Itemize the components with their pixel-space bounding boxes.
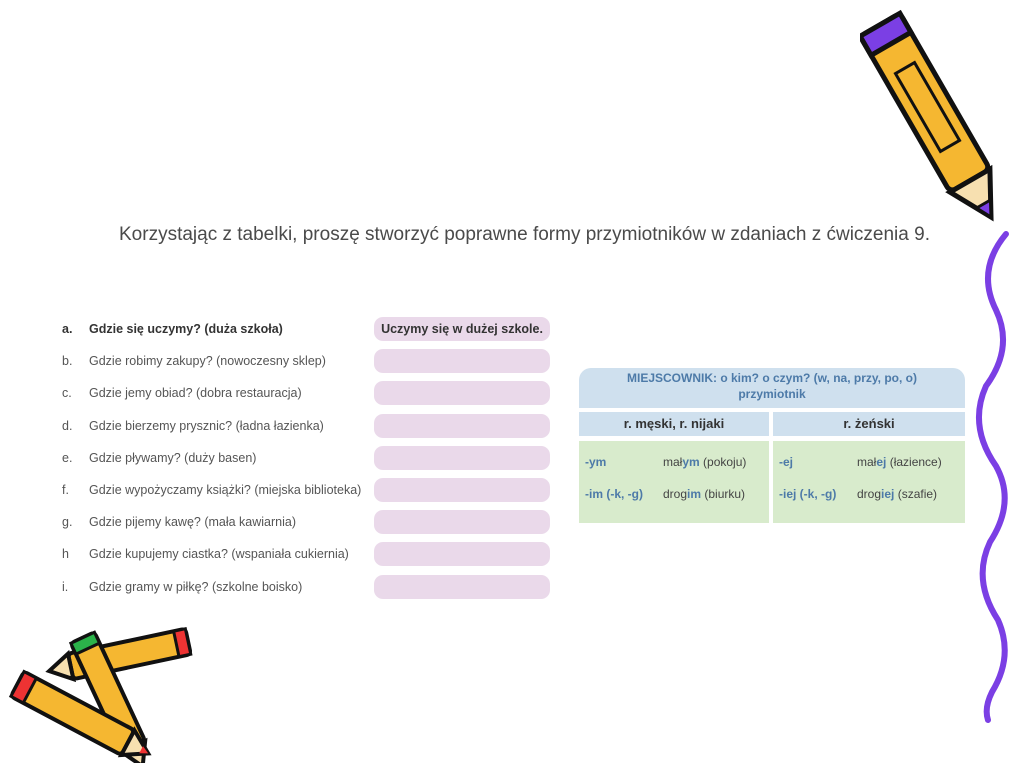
table-column-headers [579,412,965,436]
pencil-icon [860,0,1010,245]
exercise-question: Gdzie robimy zakupy? (nowoczesny sklep) [89,354,326,369]
answer-field[interactable] [374,575,550,599]
exercise-row [62,445,562,477]
example-noun: (szafie) [894,487,938,501]
instruction-text: Korzystając z tabelki, proszę stworzyć poprawne formy przymiotników w zdaniach z ćwiczenia 9. [119,224,930,245]
exercise-question: Gdzie wypożyczamy książki? (miejska biblioteka) [89,482,362,497]
ending-label: -im (-k, -g) [585,487,643,501]
exercise-letter: d. [62,418,73,433]
exercise-question: Gdzie bierzemy prysznic? (ładna łazienka) [89,418,324,433]
exercise-row [62,509,562,541]
answer-field[interactable] [374,542,550,566]
crossed-pencils-icon [0,618,205,763]
table-line [779,455,793,469]
answer-field[interactable] [374,510,550,534]
exercise-letter: h [62,547,69,562]
example-stem: mał [857,455,877,469]
table-cell-masc [579,441,769,523]
exercise-question: Gdzie kupujemy ciastka? (wspaniała cukiernia) [89,547,349,562]
example-noun: (pokoju) [699,455,747,469]
column-header-fem: r. żeński [773,412,965,436]
exercise-question: Gdzie jemy obiad? (dobra restauracja) [89,386,302,401]
exercise-row [62,574,562,606]
exercise-question: Gdzie pływamy? (duży basen) [89,450,257,465]
table-example [663,487,745,501]
table-example [663,455,746,469]
table-example [857,455,942,469]
example-suffix: im [687,487,702,501]
exercise-letter: i. [62,579,69,594]
exercise-letter: a. [62,322,73,336]
table-body [579,441,965,523]
exercise-row [62,477,562,509]
example-stem: mał [663,455,683,469]
answer-field[interactable] [374,478,550,502]
example-stem: drog [663,487,688,501]
example-noun: (biurku) [701,487,746,501]
ending-label: -ej [779,455,794,469]
answer-field[interactable] [374,381,550,405]
exercise-question: Gdzie się uczymy? (duża szkoła) [89,322,283,336]
exercise-letter: e. [62,450,73,465]
example-suffix: ym [682,455,700,469]
exercise-row [62,316,562,348]
table-title: MIEJSCOWNIK: o kim? o czym? (w, na, przy, po, o) [626,371,917,385]
table-line [779,487,836,501]
grammar-table [579,368,965,523]
answer-field[interactable] [374,446,550,470]
exercise-letter: g. [62,515,73,530]
table-header [579,368,965,408]
exercise-row [62,348,562,380]
answer-field[interactable] [374,349,550,373]
table-cell-fem [773,441,965,523]
exercise-row [62,541,562,573]
wavy-line [970,230,1024,725]
table-subtitle: przymiotnik [738,387,806,401]
table-line [585,455,606,469]
example-noun: (łazience) [886,455,942,469]
ending-label: -iej (-k, -g) [779,487,837,501]
exercise-letter: f. [62,482,69,497]
example-suffix: iej [881,487,895,501]
answer-field[interactable] [374,414,550,438]
exercise-question: Gdzie gramy w piłkę? (szkolne boisko) [89,579,303,594]
example-suffix: ej [876,455,887,469]
exercise-row [62,413,562,445]
example-stem: drog [857,487,882,501]
exercise-row [62,380,562,412]
table-example [857,487,937,501]
exercise-letter: c. [62,386,72,401]
exercise-list [62,316,562,606]
exercise-question: Gdzie pijemy kawę? (mała kawiarnia) [89,515,297,530]
answer-field[interactable]: Uczymy się w dużej szkole. [374,317,550,341]
column-header-masc: r. męski, r. nijaki [579,412,769,436]
exercise-letter: b. [62,354,73,369]
table-line [585,487,643,501]
ending-label: -ym [585,455,607,469]
